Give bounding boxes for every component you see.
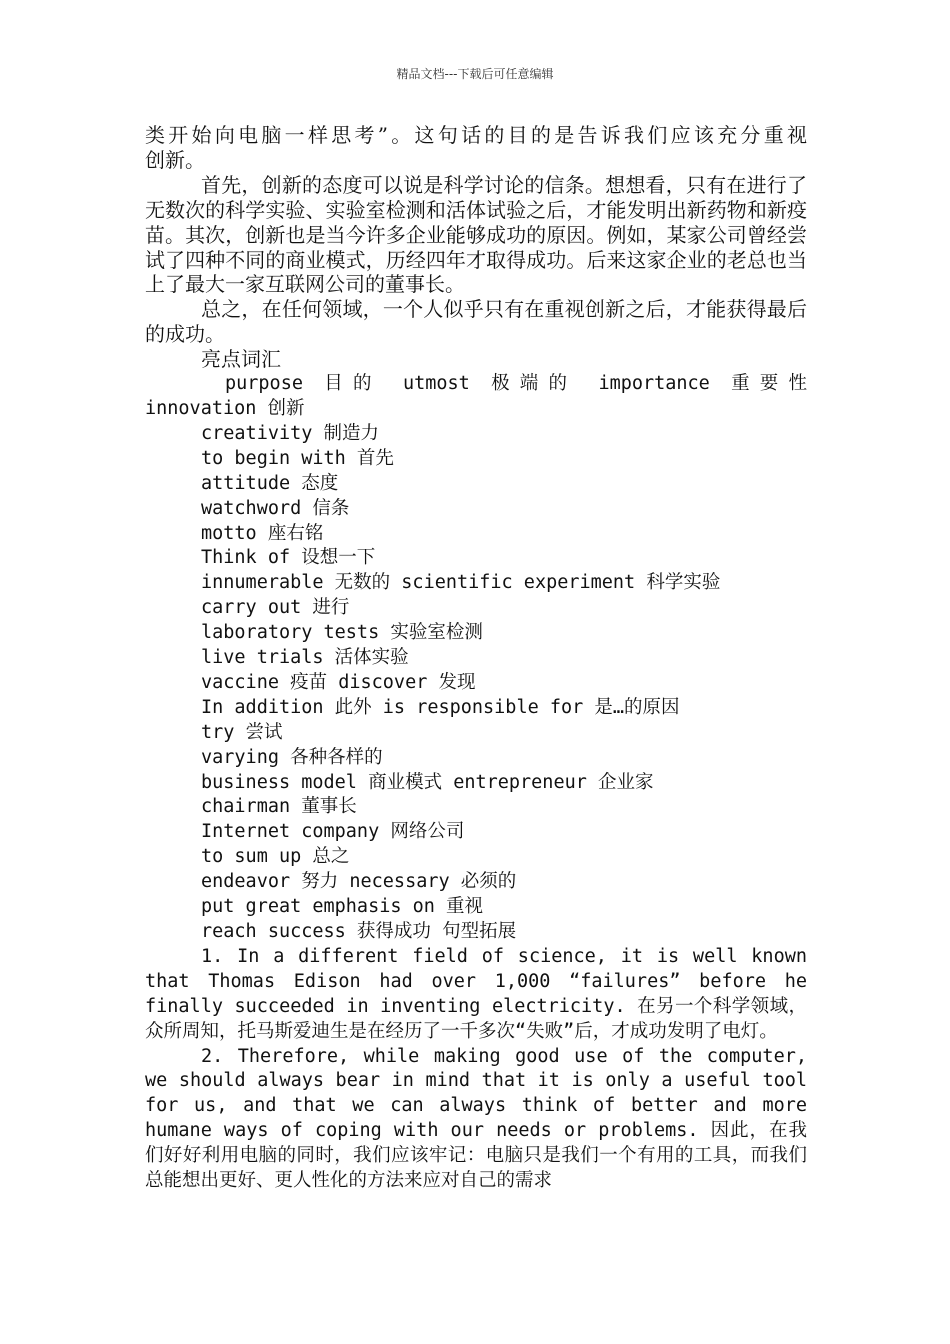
vocab-item: reach success 获得成功 句型拓展 — [201, 921, 517, 942]
vocab-item: varying 各种各样的 — [201, 746, 383, 768]
vocab-item: endeavor 努力 necessary 必须的 — [201, 871, 517, 893]
vocab-item: chairman 董事长 — [201, 796, 357, 818]
vocab-item: attitude 态度 — [201, 472, 339, 494]
paragraph-continuation-end: 创新。 — [145, 147, 205, 172]
page-header: 精品文档---下载后可任意编辑 — [396, 67, 554, 81]
vocab-list — [145, 422, 807, 945]
vocab-item: innumerable 无数的 scientific experiment 科学实验 — [201, 572, 721, 594]
vocab-item: put great emphasis on 重视 — [201, 896, 484, 918]
paragraph-continuation-line: 类开始向电脑一样思考”。这句话的目的是告诉我们应该充分重视 — [145, 123, 807, 147]
vocab-item: laboratory tests 实验室检测 — [201, 622, 483, 644]
vocab-item: to begin with 首先 — [201, 447, 394, 469]
vocab-item: motto 座右铭 — [201, 522, 324, 544]
example-sentence-2-cn: 因此，在我们好好利用电脑的同时，我们应该牢记：电脑只是我们一个有用的工具，而我们总能想出更好、更人性化的方法来应对自己的需求 — [145, 1120, 807, 1192]
vocab-item: Internet company 网络公司 — [201, 821, 465, 843]
example-sentence-2 — [145, 1045, 807, 1194]
vocab-item: business model 商业模式 entrepreneur 企业家 — [201, 771, 654, 793]
document-body — [145, 123, 807, 1194]
vocab-item: to sum up 总之 — [201, 846, 350, 868]
vocab-item-first-wrap: innovation 创新 — [145, 397, 305, 419]
vocab-item: live trials 活体实验 — [201, 647, 409, 669]
vocab-heading: 亮点词汇 — [201, 347, 281, 372]
vocab-item-first: purpose 目的 utmost 极端的 importance 重要性 — [225, 373, 807, 395]
example-sentence-2-en: 2. Therefore, while making good use of the computer, we should always bear in mind that it is only a useful tool for us, and that we can always think of better and more humane ways of coping with our needs or problems. — [145, 1045, 807, 1142]
paragraph-innovation-reasons: 首先，创新的态度可以说是科学讨论的信条。想想看，只有在进行了无数次的科学实验、实验室检测和活体试验之后，才能发明出新药物和新疫苗。其次，创新也是当今许多企业能够成功的原因。例如，某家公司曾经尝试了四种不同的商业模式，历经四年才取得成功。后来这家企业的老总也当上了最大一家互联网公司的董事长。 — [145, 172, 807, 297]
vocab-item: creativity 制造力 — [201, 422, 380, 444]
vocab-item: try 尝试 — [201, 721, 283, 743]
vocab-item: watchword 信条 — [201, 497, 350, 519]
example-sentence-1-en: 1. In a different field of science, it is well known that Thomas Edison had over 1,000 “failures” before he finally succeeded in inventing electricity. — [145, 945, 807, 1017]
vocab-item: Think of 设想一下 — [201, 547, 376, 569]
paragraph-conclusion: 总之，在任何领域，一个人似乎只有在重视创新之后，才能获得最后的成功。 — [145, 297, 807, 347]
example-sentence-1 — [145, 945, 807, 1045]
example-sentence-1-cn: 在另一个科学领域，众所周知，托马斯爱迪生是在经历了一千多次“失败”后，才成功发明了电灯。 — [145, 995, 807, 1042]
vocab-item: carry out 进行 — [201, 597, 350, 619]
vocab-item: vaccine 疫苗 discover 发现 — [201, 671, 476, 693]
vocab-item: In addition 此外 is responsible for 是…的原因 — [201, 696, 680, 718]
